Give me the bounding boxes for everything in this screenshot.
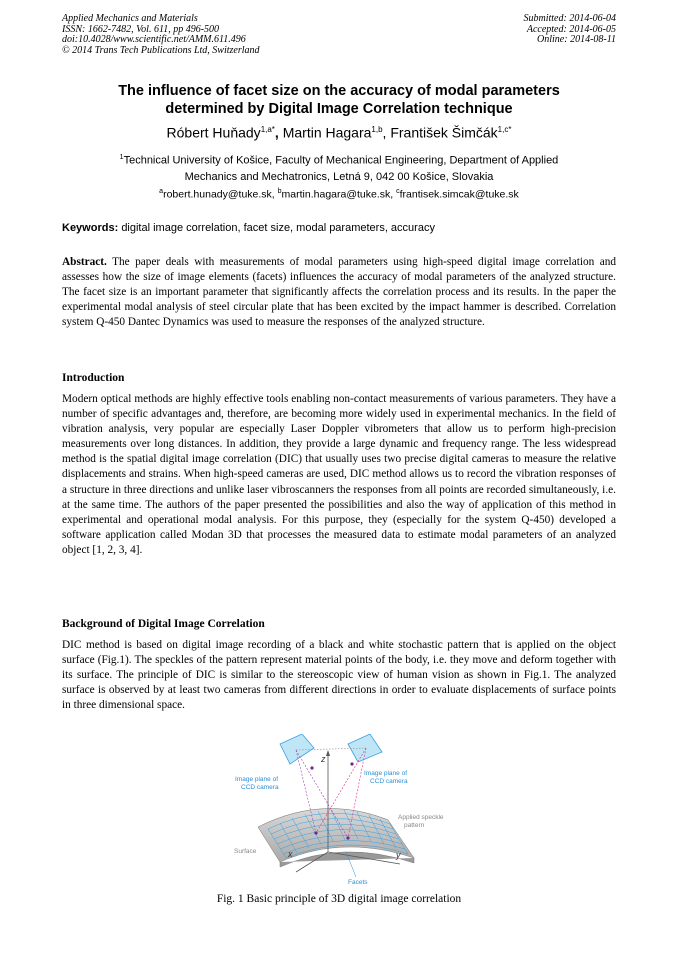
title-line-2: determined by Digital Image Correlation technique (165, 101, 513, 117)
affiliation (60, 150, 618, 185)
email-link[interactable]: frantisek.simcak@tuke.sk (399, 188, 519, 201)
background-heading: Background of Digital Image Correlation (62, 618, 265, 630)
email-sup: a (159, 188, 164, 195)
author-list: Róbert Huňady$^{1,a*}$, Martin Hagara$^{1,b}$, František Šimčák$^{1,c*}$ (166, 124, 512, 141)
right-camera-label-2: CCD camera (370, 778, 408, 785)
dates-header (524, 14, 617, 46)
abstract-label: Abstract. (62, 256, 107, 268)
right-camera-label-1: Image plane of (364, 770, 408, 777)
author-sup: 1,c* (497, 125, 512, 134)
speckle-label-2: pattern (404, 822, 425, 829)
affiliation-line-1: Technical University of Košice, Faculty of Mechanical Engineering, Department of Applied (123, 154, 559, 167)
keywords-text: digital image correlation, facet size, modal parameters, accuracy (121, 222, 435, 234)
author-name: Martin Hagara (282, 124, 372, 141)
abstract-text: The paper deals with measurements of modal parameters using high-speed digital image correlation and assesses how the size of image elements (facets) influences the accuracy of modal parameters of the analyzed structure. The facet size is an important parameter that significantly affects the correlation process and its results. In the paper the experimental modal analysis of steel circular plate that has been excited by the impact hammer is described. Correlation system Q-450 Dantec Dynamics was used to measure the responses of the analyzed structure. (62, 256, 617, 329)
axis-z-label: z (321, 754, 326, 764)
author-name: František Šimčák (390, 124, 498, 141)
axis-y-label: y (396, 850, 401, 860)
journal-issn: ISSN: 1662-7482, Vol. 611, pp 496-500 (62, 23, 220, 35)
email-link[interactable]: martin.hagara@tuke.sk (281, 188, 391, 201)
author-name: Róbert Huňady (166, 124, 261, 141)
figure-caption: Fig. 1 Basic principle of 3D digital image correlation (216, 893, 462, 905)
journal-header (62, 14, 260, 56)
email-sup: c (396, 188, 400, 195)
title-line-1: The influence of facet size on the accuracy of modal parameters (118, 83, 560, 99)
dic-principle-figure (228, 734, 460, 890)
submitted-date: Submitted: 2014-06-04 (523, 13, 616, 24)
background-text: DIC method is based on digital image recording of a black and white stochastic pattern that is applied on the object surface (Fig.1). The speckles of the pattern represent material points of the body, i.e. they move and deform together with its surface. The principle of DIC is similar to the stereoscopic view of human vision as shown in Fig.1. The analyzed surface is observed by at least two cameras from different directions in order to evaluate displacements of surface points in three dimensional space. (62, 639, 616, 712)
keywords (62, 221, 616, 235)
x-axis (296, 852, 328, 872)
paper-title (40, 82, 638, 118)
axis-x-label: x (288, 849, 293, 859)
left-camera-plane (280, 734, 314, 764)
affiliation-line-2: Mechanics and Mechatronics, Letná 9, 042 00 Košice, Slovakia (184, 170, 494, 183)
email-list: $^a$robert.hunady@tuke.sk, $^b$martin.hagara@tuke.sk, $^c$frantisek.simcak@tuke.sk (159, 188, 519, 201)
journal-doi: doi:10.4028/www.scientific.net/AMM.611.496 (62, 34, 246, 45)
affiliation-sup: 1 (119, 154, 124, 161)
journal-copyright: © 2014 Trans Tech Publications Ltd, Switzerland (62, 44, 260, 56)
email-sup: b (277, 188, 282, 195)
left-camera-label-2: CCD camera (241, 784, 279, 791)
author-sup: 1,b (371, 125, 383, 134)
author-sup: 1,a* (260, 125, 275, 134)
keywords-label: Keywords: (62, 222, 119, 234)
left-camera-label-1: Image plane of (235, 776, 279, 783)
introduction-text: Modern optical methods are highly effective tools enabling non-contact measurements of various parameters. They have a number of specific advantages and, therefore, are becoming more widely used in experimental mechanics. In the field of vibration analysis, very popular are especially Laser Doppler vibrometers that allow us to perform high-precision measurements over long distances. In addition, they provide a large dynamic and frequency range. The less widespread method is the spatial digital image correlation (DIC) that usually uses two precise digital cameras to measure the relative displacements and strains. When high-speed cameras are used, DIC method allows us to record the vibration responses of a structure in three directions and unlike laser vibroscanners the responses from all points are recorded simultaneously, i.e. at the same time. The authors of the paper presented the possibilities and also the way of application of this method in experimental and operational modal analysis. For this purpose, they (especially for the system Q-450) developed a software application called Modan 3D that processes the measured data to estimate modal parameters of an analyzed object [1, 2, 3, 4]. (62, 393, 616, 556)
online-date: Online: 2014-08-11 (537, 34, 616, 45)
speckle-label-1: Applied speckle (398, 814, 444, 821)
surface-label: Surface (234, 848, 257, 855)
accepted-date: Accepted: 2014-06-05 (526, 23, 616, 35)
facets-label: Facets (348, 879, 368, 886)
email-link[interactable]: robert.hunady@tuke.sk (163, 188, 272, 201)
introduction-heading: Introduction (62, 372, 125, 384)
journal-name: Applied Mechanics and Materials (62, 13, 198, 24)
abstract (62, 255, 616, 330)
